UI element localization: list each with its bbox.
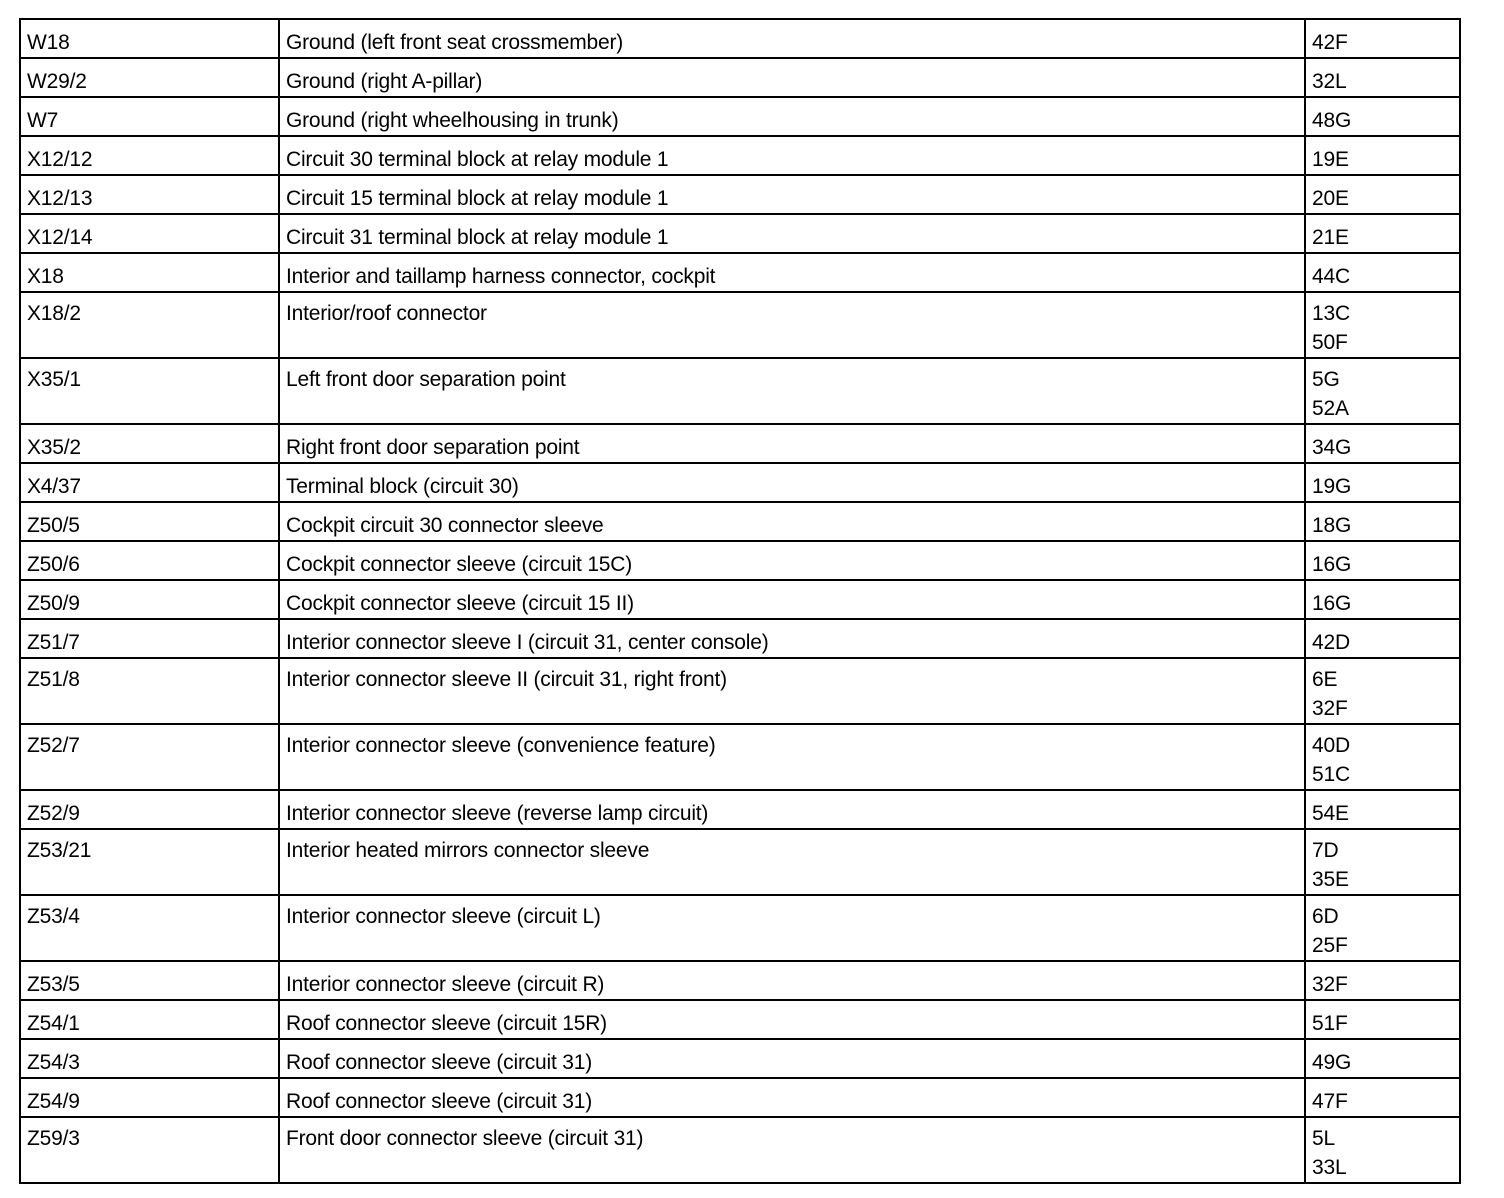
grid-location-cell xyxy=(1305,253,1460,292)
table-row xyxy=(20,253,1460,292)
component-description-cell: Cockpit connector sleeve (circuit 15 II) xyxy=(279,580,1305,619)
table-row xyxy=(20,463,1460,502)
component-description-cell: Left front door separation point xyxy=(279,358,1305,424)
component-description-cell: Roof connector sleeve (circuit 15R) xyxy=(279,1000,1305,1039)
component-description-cell: Circuit 15 terminal block at relay module 1 xyxy=(279,175,1305,214)
component-code-cell: W18 xyxy=(20,19,279,58)
table-row xyxy=(20,97,1460,136)
grid-location-cell xyxy=(1305,1000,1460,1039)
component-code-cell: X12/14 xyxy=(20,214,279,253)
grid-location: 5L xyxy=(1312,1127,1335,1150)
grid-location-cell xyxy=(1305,1078,1460,1117)
component-code-cell: X35/2 xyxy=(20,424,279,463)
table-row xyxy=(20,502,1460,541)
grid-location: 25F xyxy=(1312,934,1348,957)
grid-location: 6D xyxy=(1312,905,1339,928)
grid-location: 52A xyxy=(1312,397,1349,420)
grid-location-cell xyxy=(1305,292,1460,358)
grid-location: 42D xyxy=(1312,631,1350,654)
component-code-cell: Z54/9 xyxy=(20,1078,279,1117)
component-code-cell: W7 xyxy=(20,97,279,136)
component-code-cell: X35/1 xyxy=(20,358,279,424)
component-description-cell: Roof connector sleeve (circuit 31) xyxy=(279,1078,1305,1117)
grid-location-cell xyxy=(1305,175,1460,214)
grid-location: 48G xyxy=(1312,109,1352,132)
component-location-table xyxy=(19,18,1461,1184)
component-code-cell: Z59/3 xyxy=(20,1117,279,1183)
grid-location-cell xyxy=(1305,724,1460,790)
table-row xyxy=(20,1039,1460,1078)
table-row xyxy=(20,895,1460,961)
grid-location: 50F xyxy=(1312,331,1348,354)
component-code-cell: X12/13 xyxy=(20,175,279,214)
component-code-cell: Z52/9 xyxy=(20,790,279,829)
grid-location-cell xyxy=(1305,463,1460,502)
component-code-cell: Z50/9 xyxy=(20,580,279,619)
grid-location: 20E xyxy=(1312,187,1349,210)
grid-location: 19G xyxy=(1312,475,1352,498)
component-code-cell: Z54/1 xyxy=(20,1000,279,1039)
component-description-cell: Cockpit circuit 30 connector sleeve xyxy=(279,502,1305,541)
table-row xyxy=(20,424,1460,463)
table-row xyxy=(20,541,1460,580)
table-row xyxy=(20,1000,1460,1039)
grid-location-cell xyxy=(1305,19,1460,58)
grid-location: 16G xyxy=(1312,553,1352,576)
table-row xyxy=(20,1117,1460,1183)
component-code-cell: Z53/4 xyxy=(20,895,279,961)
component-code-cell: Z50/5 xyxy=(20,502,279,541)
component-description-cell: Terminal block (circuit 30) xyxy=(279,463,1305,502)
component-description-cell: Interior connector sleeve I (circuit 31, center console) xyxy=(279,619,1305,658)
grid-location-cell xyxy=(1305,895,1460,961)
grid-location: 16G xyxy=(1312,592,1352,615)
grid-location-cell xyxy=(1305,358,1460,424)
component-code-cell: Z50/6 xyxy=(20,541,279,580)
component-code-cell: Z53/21 xyxy=(20,829,279,895)
table-row xyxy=(20,580,1460,619)
grid-location: 44C xyxy=(1312,265,1350,288)
grid-location: 32F xyxy=(1312,697,1348,720)
component-description-cell: Interior heated mirrors connector sleeve xyxy=(279,829,1305,895)
grid-location: 40D xyxy=(1312,734,1350,757)
table-row xyxy=(20,175,1460,214)
component-description-cell: Interior connector sleeve II (circuit 31, right front) xyxy=(279,658,1305,724)
table-row xyxy=(20,136,1460,175)
grid-location: 32L xyxy=(1312,70,1347,93)
component-description-cell: Roof connector sleeve (circuit 31) xyxy=(279,1039,1305,1078)
component-description-cell: Interior connector sleeve (circuit L) xyxy=(279,895,1305,961)
grid-location: 13C xyxy=(1312,302,1350,325)
table-row xyxy=(20,214,1460,253)
component-code-cell: Z51/7 xyxy=(20,619,279,658)
grid-location-cell xyxy=(1305,790,1460,829)
component-description-cell: Front door connector sleeve (circuit 31) xyxy=(279,1117,1305,1183)
grid-location: 32F xyxy=(1312,973,1348,996)
component-description-cell: Ground (right wheelhousing in trunk) xyxy=(279,97,1305,136)
table-row xyxy=(20,619,1460,658)
grid-location: 7D xyxy=(1312,839,1339,862)
component-code-cell: X12/12 xyxy=(20,136,279,175)
table-row xyxy=(20,724,1460,790)
grid-location-cell xyxy=(1305,541,1460,580)
grid-location-cell xyxy=(1305,136,1460,175)
grid-location-cell xyxy=(1305,580,1460,619)
grid-location-cell xyxy=(1305,658,1460,724)
component-description-cell: Interior connector sleeve (circuit R) xyxy=(279,961,1305,1000)
grid-location-cell xyxy=(1305,97,1460,136)
table-row xyxy=(20,790,1460,829)
component-description-cell: Ground (right A-pillar) xyxy=(279,58,1305,97)
grid-location-cell xyxy=(1305,424,1460,463)
grid-location-cell xyxy=(1305,58,1460,97)
table-row xyxy=(20,19,1460,58)
table-row xyxy=(20,58,1460,97)
grid-location-cell xyxy=(1305,502,1460,541)
grid-location: 19E xyxy=(1312,148,1349,171)
grid-location: 51C xyxy=(1312,763,1350,786)
grid-location: 6E xyxy=(1312,668,1338,691)
component-description-cell: Right front door separation point xyxy=(279,424,1305,463)
component-description-cell: Ground (left front seat crossmember) xyxy=(279,19,1305,58)
component-code-cell: Z51/8 xyxy=(20,658,279,724)
table-row xyxy=(20,961,1460,1000)
grid-location: 54E xyxy=(1312,802,1349,825)
grid-location-cell xyxy=(1305,961,1460,1000)
component-description-cell: Interior and taillamp harness connector, cockpit xyxy=(279,253,1305,292)
table-body xyxy=(20,19,1460,1183)
grid-location: 42F xyxy=(1312,31,1348,54)
grid-location: 51F xyxy=(1312,1012,1348,1035)
grid-location: 5G xyxy=(1312,368,1340,391)
grid-location: 34G xyxy=(1312,436,1352,459)
grid-location: 35E xyxy=(1312,868,1349,891)
component-code-cell: Z53/5 xyxy=(20,961,279,1000)
grid-location: 21E xyxy=(1312,226,1349,249)
grid-location: 18G xyxy=(1312,514,1352,537)
grid-location-cell xyxy=(1305,829,1460,895)
grid-location-cell xyxy=(1305,1039,1460,1078)
table-row xyxy=(20,829,1460,895)
grid-location: 33L xyxy=(1312,1156,1347,1179)
component-code-cell: Z54/3 xyxy=(20,1039,279,1078)
component-description-cell: Circuit 30 terminal block at relay module 1 xyxy=(279,136,1305,175)
component-code-cell: X18/2 xyxy=(20,292,279,358)
component-code-cell: W29/2 xyxy=(20,58,279,97)
component-code-cell: Z52/7 xyxy=(20,724,279,790)
table-row xyxy=(20,358,1460,424)
component-description-cell: Cockpit connector sleeve (circuit 15C) xyxy=(279,541,1305,580)
component-description-cell: Circuit 31 terminal block at relay module 1 xyxy=(279,214,1305,253)
component-code-cell: X4/37 xyxy=(20,463,279,502)
grid-location-cell xyxy=(1305,1117,1460,1183)
component-description-cell: Interior connector sleeve (convenience feature) xyxy=(279,724,1305,790)
component-description-cell: Interior connector sleeve (reverse lamp circuit) xyxy=(279,790,1305,829)
grid-location: 49G xyxy=(1312,1051,1352,1074)
table-row xyxy=(20,1078,1460,1117)
grid-location-cell xyxy=(1305,214,1460,253)
grid-location: 47F xyxy=(1312,1090,1348,1113)
table-row xyxy=(20,658,1460,724)
table-row xyxy=(20,292,1460,358)
component-description-cell: Interior/roof connector xyxy=(279,292,1305,358)
component-code-cell: X18 xyxy=(20,253,279,292)
grid-location-cell xyxy=(1305,619,1460,658)
